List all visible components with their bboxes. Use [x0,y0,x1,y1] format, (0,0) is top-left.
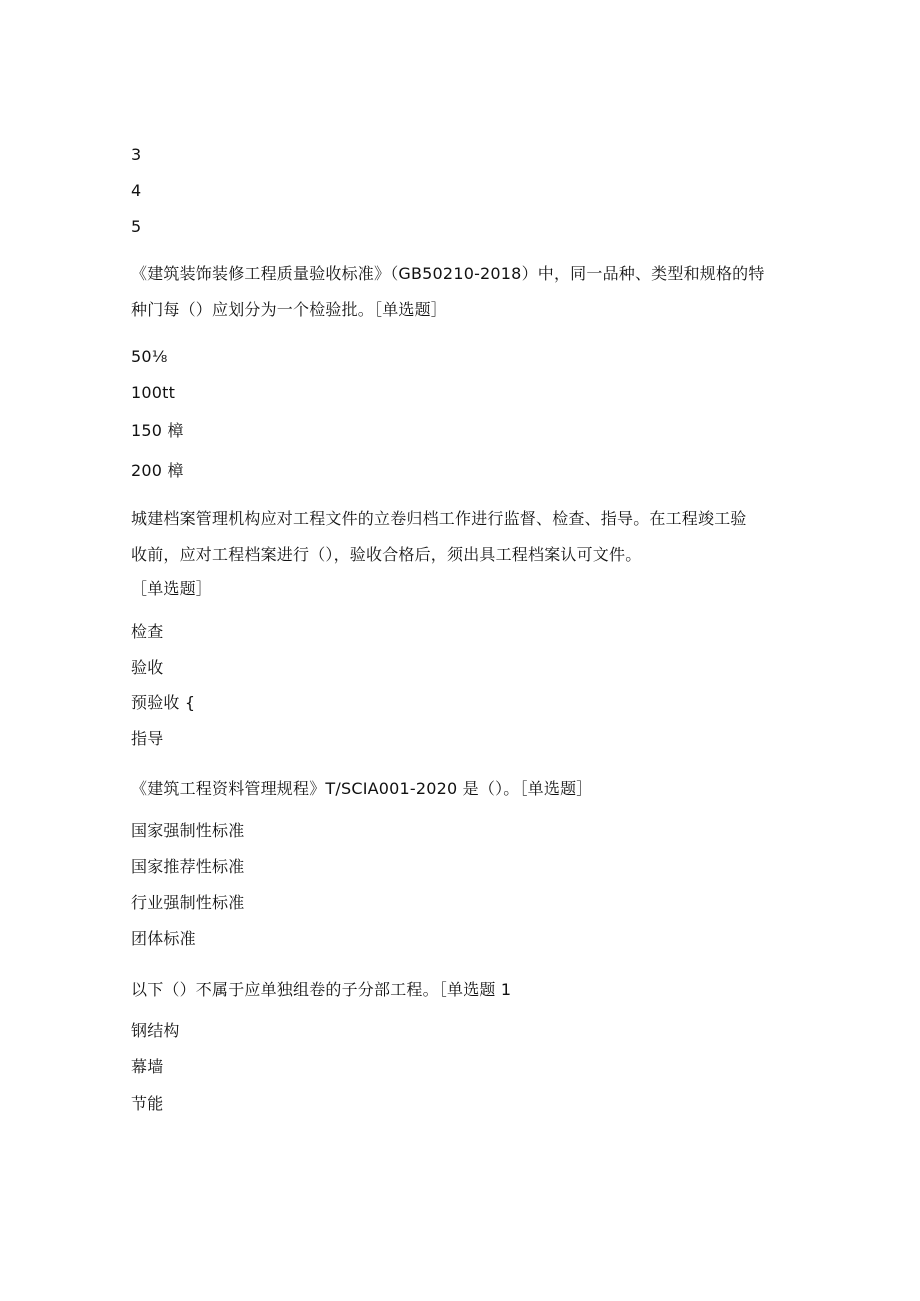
option-text: 50⅛ [131,347,168,366]
option-text: 幕墙 [131,1057,164,1076]
question-text: 《建筑工程资料管理规程》T/SCIA001-2020 是（）。［单选题］ [131,779,593,798]
option-text: 国家推荐性标准 [131,857,245,876]
question-text: ［单选题］ [131,579,213,598]
question-text: 种门每（）应划分为一个检验批。［单选题］ [131,300,448,319]
question-text: 收前，应对工程档案进行（），验收合格后，须出具工程档案认可文件。 [131,545,642,564]
option-text: 指导 [131,729,164,748]
question-text: 以下（）不属于应单独组卷的子分部工程。［单选题 1 [131,980,512,999]
option-text: 150 樟 [131,421,184,440]
question-text: 《建筑装饰装修工程质量验收标准》（GB50210-2018）中，同一品种、类型和规格的特 [131,264,765,283]
option-text: 团体标准 [131,929,196,948]
option-text: 5 [131,217,142,236]
option-text: 验收 [131,658,164,677]
option-text: 4 [131,181,142,200]
option-text: 节能 [131,1094,164,1113]
question-text: 城建档案管理机构应对工程文件的立卷归档工作进行监督、检查、指导。在工程竣工验 [131,509,747,528]
option-text: 100tt [131,383,176,402]
option-text: 钢结构 [131,1021,180,1040]
option-text: 检查 [131,622,164,641]
option-text: 国家强制性标准 [131,821,245,840]
option-text: 预验收 { [131,693,196,712]
option-text: 行业强制性标准 [131,893,245,912]
option-text: 200 樟 [131,461,184,480]
option-text: 3 [131,145,142,164]
